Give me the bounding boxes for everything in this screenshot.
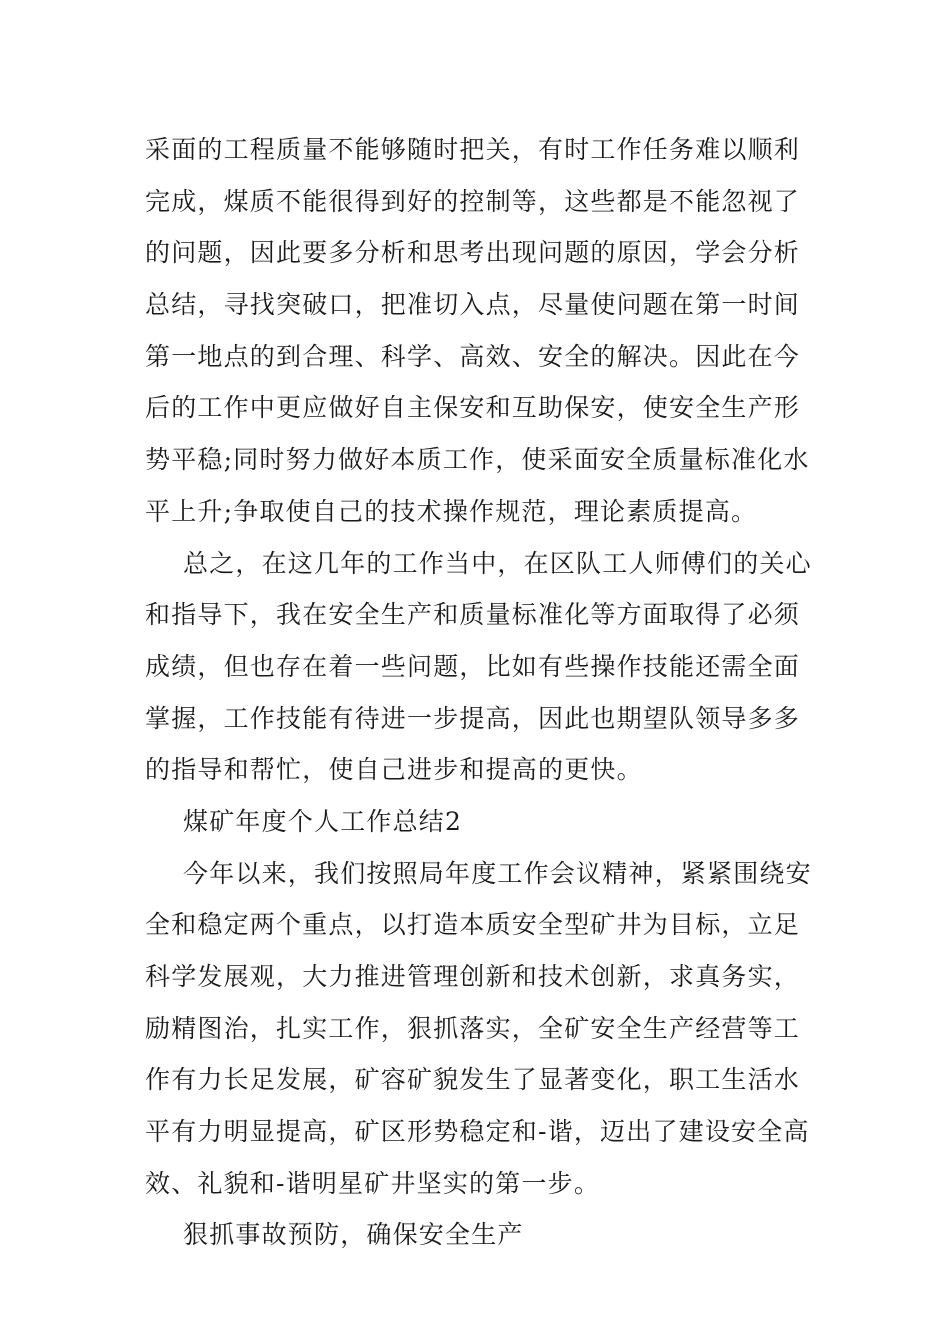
text-line: 励精图治，扎实工作，狠抓落实，全矿安全生产经营等工 [145, 1013, 801, 1043]
text-line: 采面的工程质量不能够随时把关，有时工作任务难以顺利 [145, 135, 801, 164]
paragraph-start-line: 总之，在这几年的工作当中，在区队工人师傅们的关心 [183, 548, 812, 578]
text-line: 平有力明显提高，矿区形势稳定和-谐，迈出了建设安全高 [145, 1117, 810, 1147]
text-line: 掌握，工作技能有待进一步提高，因此也期望队领导多多 [145, 703, 801, 733]
text-line: 成绩，但也存在着一些问题，比如有些操作技能还需全面 [145, 651, 801, 681]
paragraph-start-line: 今年以来，我们按照局年度工作会议精神，紧紧围绕安 [183, 858, 812, 888]
text-line: 平上升;争取使自己的技术操作规范，理论素质提高。 [145, 496, 758, 526]
document-body [145, 124, 810, 1261]
text-line: 科学发展观，大力推进管理创新和技术创新，求真务实， [145, 962, 801, 991]
subheading-line: 狠抓事故预防，确保安全生产 [183, 1220, 524, 1250]
text-line: 完成，煤质不能很得到好的控制等，这些都是不能忽视了 [145, 186, 801, 216]
text-line: 总结，寻找突破口，把准切入点，尽量使问题在第一时间 [145, 290, 801, 320]
text-line: 的问题，因此要多分析和思考出现问题的原因，学会分析 [145, 238, 801, 268]
text-line: 全和稳定两个重点，以打造本质安全型矿井为目标，立足 [145, 910, 801, 940]
text-line: 作有力长足发展，矿容矿貌发生了显著变化，职工生活水 [145, 1065, 801, 1095]
text-line: 后的工作中更应做好自主保安和互助保安，使安全生产形 [145, 393, 801, 423]
text-line: 的指导和帮忙，使自己进步和提高的更快。 [145, 755, 643, 785]
text-line: 效、礼貌和-谐明星矿井坚实的第一步。 [145, 1168, 601, 1198]
text-line: 和指导下，我在安全生产和质量标准化等方面取得了必须 [145, 600, 801, 630]
text-line: 第一地点的到合理、科学、高效、安全的解决。因此在今 [145, 341, 801, 371]
text-line: 势平稳;同时努力做好本质工作，使采面安全质量标准化水 [145, 445, 810, 475]
section-heading: 煤矿年度个人工作总结2 [183, 806, 463, 836]
